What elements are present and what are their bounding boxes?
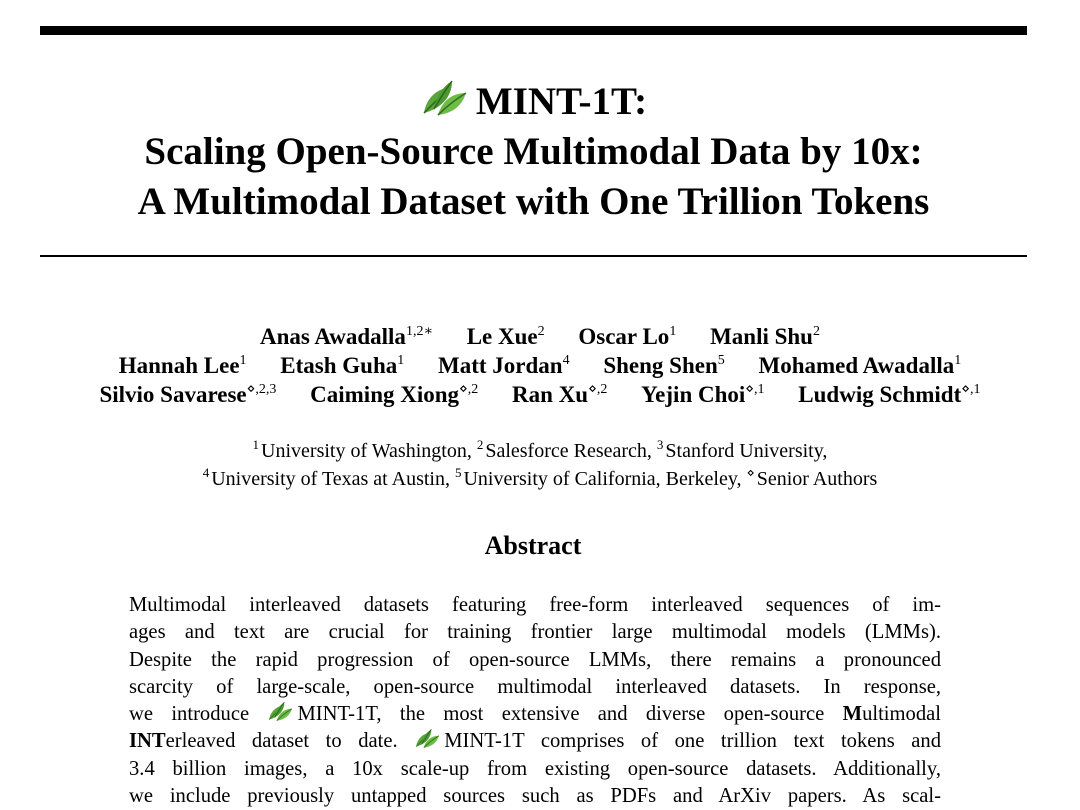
abstract-line: INTerleaved dataset to date. MINT-1T comprises of one trillion text tokens and	[129, 730, 941, 753]
paper-title	[40, 77, 1027, 227]
author-row-3	[0, 380, 1080, 409]
affiliation-row-2: $^4$ University of Texas at Austin, $^5$ University of California, Berkeley, ⋄ Senior Authors	[202, 465, 878, 490]
abstract-line: ages and text are crucial for training frontier large multimodal models (LMMs).	[129, 621, 941, 644]
author: Silvio Savarese$^{⋄,2,3}$	[99, 382, 277, 407]
author-list	[0, 322, 1080, 409]
author: Manli Shu$^2$	[710, 324, 820, 349]
abstract-line: we introduce MINT-1T, the most extensive and diverse open-source Multimodal	[129, 703, 941, 726]
author: Oscar Lo$^1$	[578, 324, 677, 349]
author: Hannah Lee$^1$	[118, 353, 247, 378]
author: Matt Jordan$^4$	[438, 353, 570, 378]
author-row-1	[0, 322, 1080, 351]
author: Le Xue$^2$	[466, 324, 545, 349]
mint-leaf-icon	[267, 701, 293, 723]
abstract-heading: Abstract	[484, 531, 582, 560]
mint-leaf-icon	[414, 728, 440, 750]
author: Mohamed Awadalla$^1$	[758, 353, 962, 378]
title-line-1-text: MINT-1T:	[475, 80, 648, 123]
author: Caiming Xiong$^{⋄,2}$	[310, 382, 479, 407]
top-thick-rule	[40, 26, 1027, 35]
title-line-2: Scaling Open-Source Multimodal Data by 10x:	[144, 130, 923, 173]
author: Yejin Choi$^{⋄,1}$	[641, 382, 765, 407]
author: Ran $Xu^{⋄,2}$	[512, 382, 608, 407]
abstract-line: scarcity of large-scale, open-source multimodal interleaved datasets. In response,	[129, 675, 941, 698]
author: Anas Awadalla$^{1,2∗}$	[260, 324, 433, 349]
title-line-3: A Multimodal Dataset with One Trillion Tokens	[137, 180, 930, 223]
title-bottom-rule	[40, 255, 1027, 257]
mint-leaf-icon	[420, 79, 468, 119]
title-line-1	[40, 77, 1027, 127]
abstract-line: 3.4 billion images, a 10x scale-up from existing open-source datasets. Additionally,	[129, 757, 941, 780]
abstract-body	[129, 592, 941, 810]
affiliations	[0, 437, 1080, 493]
author-row-2	[0, 351, 1080, 380]
author: Etash Guha$^1$	[280, 353, 405, 378]
affiliation-row-1: $^1$ University of Washington, $^2$ Salesforce Research, $^3$ Stanford University,	[252, 437, 828, 462]
abstract-line: Multimodal interleaved datasets featuring free-form interleaved sequences of im-	[129, 594, 941, 616]
author: Sheng Shen$^5$	[603, 353, 725, 378]
author: Ludwig Schmidt$^{⋄,1}$	[798, 382, 981, 407]
abstract-line: we include previously untapped sources such as PDFs and ArXiv papers. As scal-	[129, 785, 941, 808]
abstract-line: Despite the rapid progression of open-source LMMs, there remains a pronounced	[129, 648, 941, 671]
